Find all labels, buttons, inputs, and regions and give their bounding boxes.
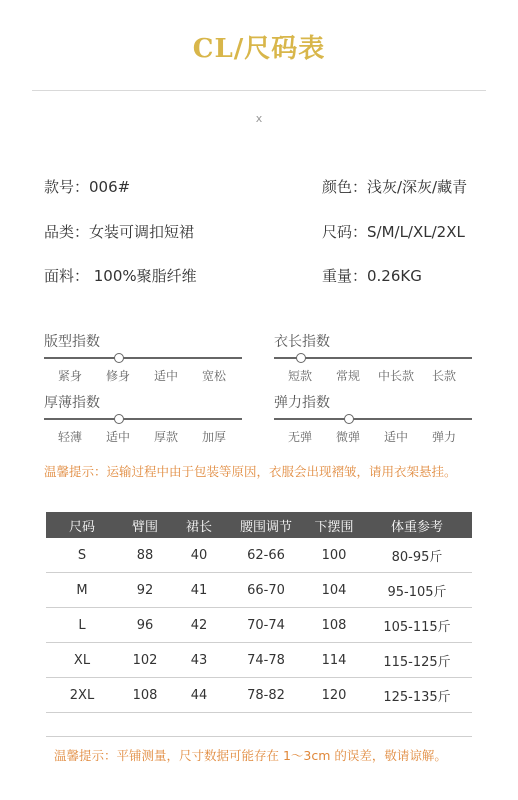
table-cell: 108: [306, 608, 362, 643]
table-cell: M: [46, 573, 118, 608]
table-cell: 43: [172, 643, 226, 678]
table-cell: 88: [118, 538, 172, 573]
table-cell: 114: [306, 643, 362, 678]
table-cell: 100: [306, 538, 362, 573]
fabric-info: 面料： 100%聚脂纤维: [44, 267, 197, 285]
length-index-labels: [274, 367, 472, 385]
page-title: CL/尺码表: [192, 34, 326, 64]
thickness-index: [44, 394, 242, 446]
table-cell: 120: [306, 678, 362, 713]
table-cell: 41: [172, 573, 226, 608]
table-cell: 80-95斤: [362, 538, 472, 573]
table-cell: 40: [172, 538, 226, 573]
slider-label: 微弹: [336, 430, 361, 444]
slider-label: 常规: [336, 369, 361, 383]
table-cell: 125-135斤: [362, 678, 472, 713]
table-row: [46, 678, 472, 713]
table-cell: L: [46, 608, 118, 643]
table-cell: 42: [172, 608, 226, 643]
table-cell: 44: [172, 678, 226, 713]
slider-label: 修身: [106, 369, 131, 383]
length-index-slider: [274, 353, 472, 363]
table-cell: S: [46, 538, 118, 573]
close-mark: x: [255, 112, 263, 125]
slider-line: [44, 357, 242, 359]
table-row: [46, 538, 472, 573]
slider-label: 厚款: [154, 430, 179, 444]
slider-label: 轻薄: [58, 430, 83, 444]
slider-line: [274, 418, 472, 420]
elasticity-index-slider: [274, 414, 472, 424]
table-cell: 108: [118, 678, 172, 713]
thickness-index-labels: [44, 428, 242, 446]
table-header-cell: 尺码: [46, 512, 118, 538]
slider-label: 短款: [288, 369, 313, 383]
slider-label: 适中: [384, 430, 409, 444]
table-cell: 2XL: [46, 678, 118, 713]
table-row: [46, 573, 472, 608]
table-header-cell: 下摆围: [306, 512, 362, 538]
slider-knob: [114, 353, 124, 363]
category-info: 品类：女装可调扣短裙: [44, 223, 195, 241]
fit-index: [44, 333, 242, 385]
table-row: [46, 608, 472, 643]
sizes-info: 尺码：S/M/L/XL/2XL: [322, 223, 465, 241]
table-header-cell: 臂围: [118, 512, 172, 538]
slider-label: 中长款: [378, 369, 415, 383]
slider-label: 加厚: [202, 430, 227, 444]
slider-label: 适中: [106, 430, 131, 444]
length-index: [274, 333, 472, 385]
measurement-notice: 温馨提示：平铺测量，尺寸数据可能存在 1～3cm 的误差，敬请谅解。: [54, 748, 447, 763]
slider-knob: [296, 353, 306, 363]
slider-line: [44, 418, 242, 420]
weight-info: 重量：0.26KG: [322, 267, 422, 285]
table-header-cell: 裙长: [172, 512, 226, 538]
table-cell: 62-66: [226, 538, 306, 573]
table-cell: 115-125斤: [362, 643, 472, 678]
table-cell: 78-82: [226, 678, 306, 713]
slider-label: 无弹: [288, 430, 313, 444]
elasticity-index-labels: [274, 428, 472, 446]
slider-knob: [344, 414, 354, 424]
table-cell: 104: [306, 573, 362, 608]
slider-label: 宽松: [202, 369, 227, 383]
title-divider: [32, 90, 486, 91]
slider-label: 紧身: [58, 369, 83, 383]
table-cell: 70-74: [226, 608, 306, 643]
table-header-row: [46, 512, 472, 538]
table-cell: 92: [118, 573, 172, 608]
size-table: [46, 512, 472, 713]
slider-knob: [114, 414, 124, 424]
table-cell: 95-105斤: [362, 573, 472, 608]
fit-index-title: 版型指数: [44, 334, 100, 350]
table-header-cell: 体重参考: [362, 512, 472, 538]
slider-label: 弹力: [432, 430, 457, 444]
thickness-index-title: 厚薄指数: [44, 395, 100, 411]
table-cell: 96: [118, 608, 172, 643]
table-cell: 74-78: [226, 643, 306, 678]
elasticity-index: [274, 394, 472, 446]
table-header-cell: 腰围调节: [226, 512, 306, 538]
fit-index-slider: [44, 353, 242, 363]
table-cell: 102: [118, 643, 172, 678]
fit-index-labels: [44, 367, 242, 385]
shipping-notice: 温馨提示：运输过程中由于包装等原因，衣服会出现褶皱，请用衣架悬挂。: [44, 464, 457, 479]
bottom-divider: [46, 736, 472, 737]
table-cell: 66-70: [226, 573, 306, 608]
slider-label: 适中: [154, 369, 179, 383]
table-row: [46, 643, 472, 678]
table-cell: 105-115斤: [362, 608, 472, 643]
style-number: 款号：006#: [44, 178, 131, 196]
table-cell: XL: [46, 643, 118, 678]
thickness-index-slider: [44, 414, 242, 424]
slider-label: 长款: [432, 369, 457, 383]
colors-info: 颜色：浅灰/深灰/藏青: [322, 178, 468, 196]
elasticity-index-title: 弹力指数: [274, 395, 330, 411]
length-index-title: 衣长指数: [274, 334, 330, 350]
